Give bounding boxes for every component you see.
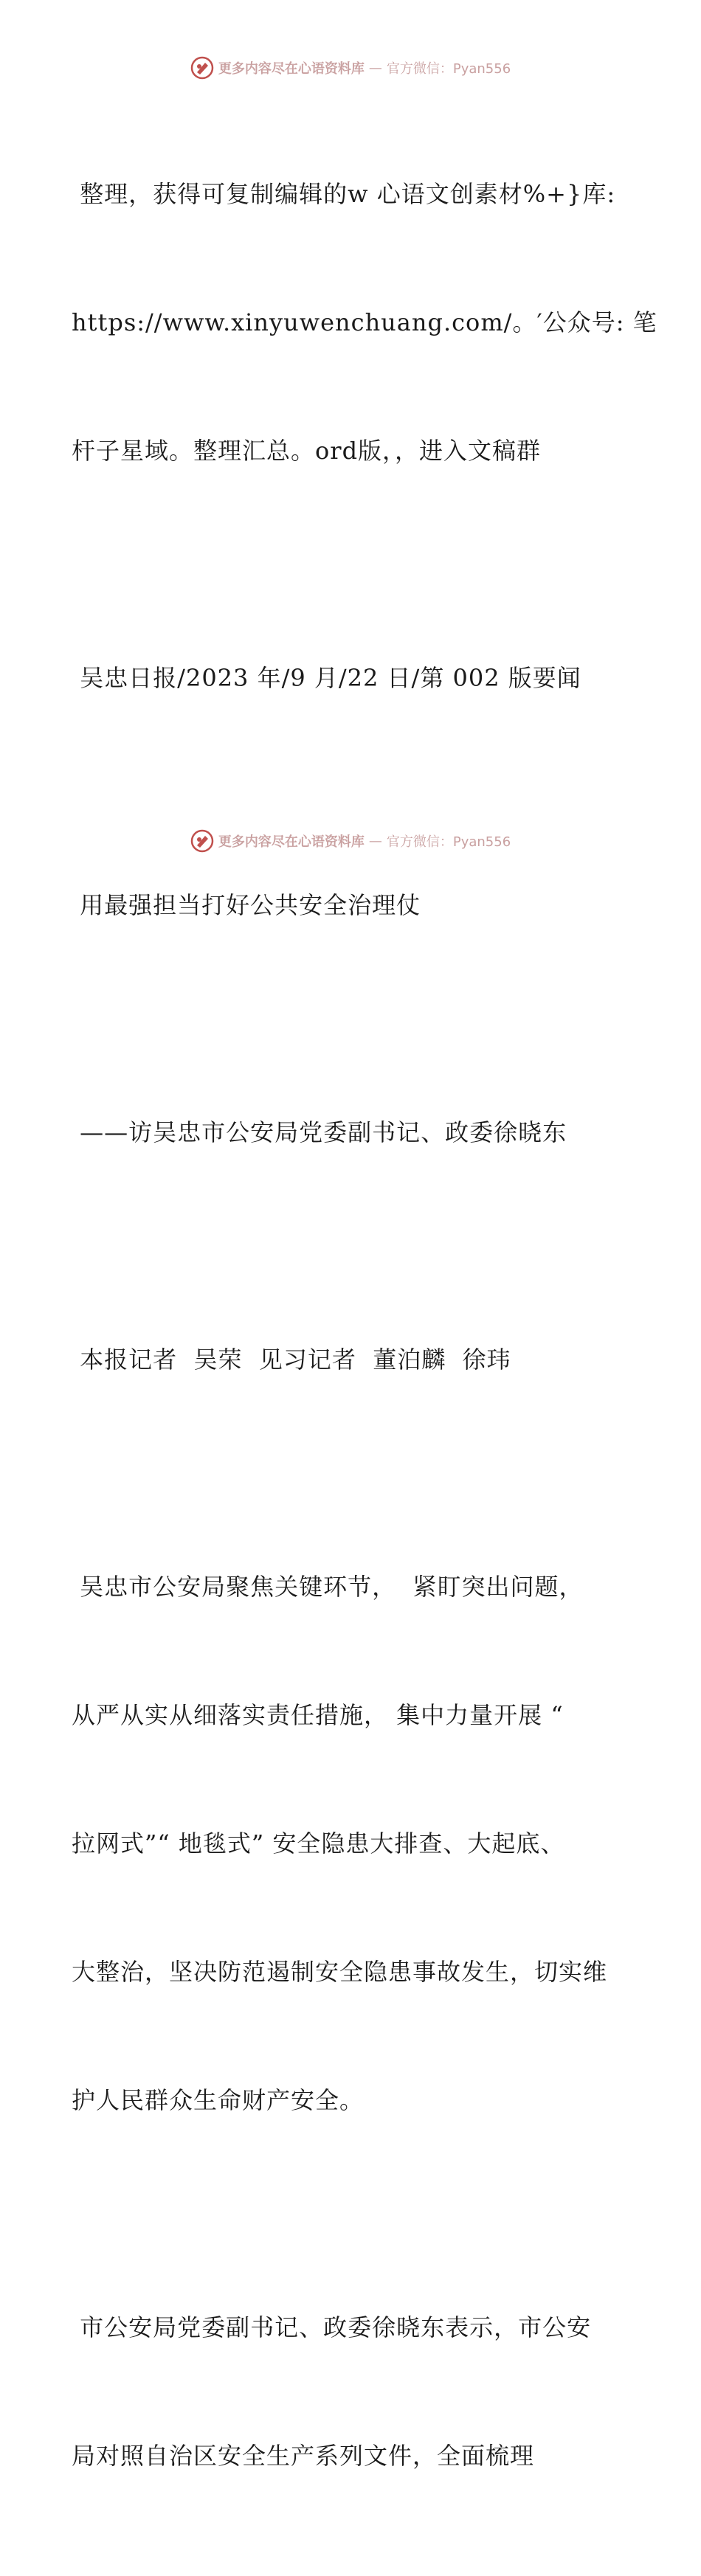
text-line: 吴忠日报/2023 年/9 月/22 日/第 002 版要闻 [72, 664, 581, 692]
paragraph-body-1 [72, 1480, 632, 2207]
document-body [72, 87, 657, 2576]
text-line: 拉网式”“ 地毯式” 安全隐患大排查、大起底、 [72, 1829, 565, 1857]
text-line: ——访吴忠市公安局党委副书记、政委徐晓东 [72, 1118, 567, 1146]
paragraph-intro [72, 87, 657, 558]
text-line: 护人民群众生命财产安全。 [72, 2086, 365, 2114]
banner-title: 更多内容尽在心语资料库 [218, 61, 365, 77]
paragraph-body-2 [72, 2220, 632, 2563]
text-line: 杆子星域。整理汇总。ord版，，进入文稿群 [72, 437, 542, 465]
text-line: 市公安局党委副书记、政委徐晓东表示，市公安 [72, 2313, 592, 2341]
banner-title: 更多内容尽在心语资料库 [218, 834, 365, 850]
paragraph-source [72, 571, 632, 785]
article-subtitle [72, 1025, 632, 1239]
banner-dash: — [368, 60, 382, 76]
text-line: 整理，获得可复制编辑的w 心语文创素材%+}库: [72, 180, 616, 208]
text-line: 从严从实从细落实责任措施， 集中力量开展 “ [72, 1701, 564, 1729]
banner-dash: — [368, 833, 382, 849]
text-line: 用最强担当打好公共安全治理仗 [72, 891, 421, 919]
banner-wechat: 官方微信：Pyan556 [386, 834, 511, 850]
logo-icon [190, 56, 214, 80]
text-line: 吴忠市公安局聚焦关键环节， 紧盯突出问题， [72, 1573, 584, 1601]
text-line: 本报记者 吴荣 见习记者 董泊麟 徐玮 [72, 1346, 511, 1374]
text-line: 局对照自治区安全生产系列文件，全面梳理 [72, 2442, 535, 2470]
text-line: https://www.xinyuwenchuang.com/。′公众号: 笔 [72, 308, 657, 336]
footer-banner [0, 826, 701, 856]
banner-wechat: 官方微信：Pyan556 [386, 61, 511, 77]
header-banner [0, 53, 701, 83]
logo-icon [190, 829, 214, 853]
text-line: 大整治，坚决防范遏制安全隐患事故发生，切实维 [72, 1958, 608, 1986]
article-byline [72, 1253, 632, 1467]
